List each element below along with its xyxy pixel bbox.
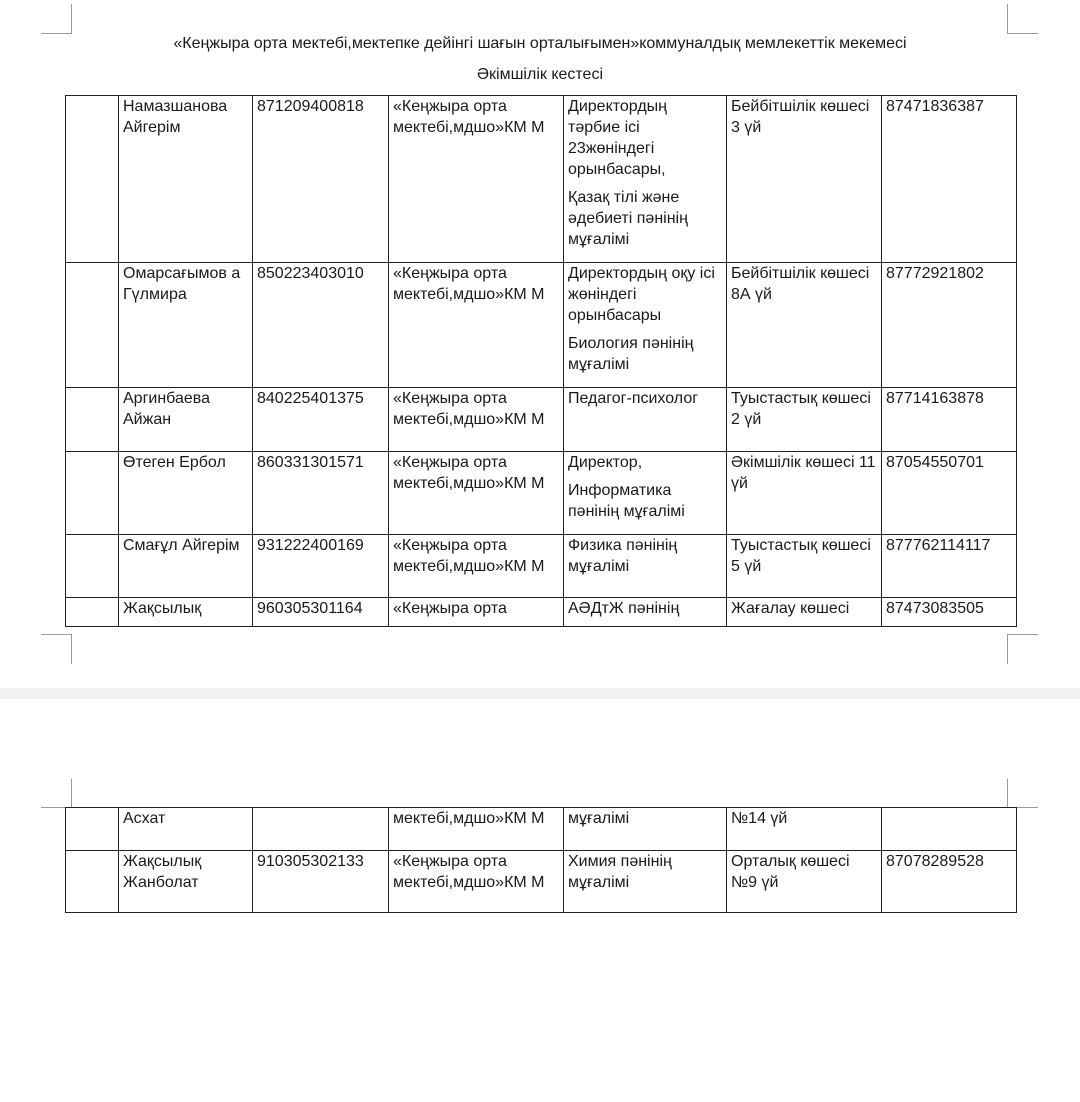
- full-name-cell: Омарсағымов а Гүлмира: [119, 263, 253, 388]
- position-paragraph: АӘДтЖ пәнінің: [568, 600, 680, 617]
- crop-mark-top-right: [1007, 4, 1038, 34]
- full-name-cell: Жақсылық Жанболат: [119, 851, 253, 913]
- phone-cell: 87471836387: [882, 96, 1017, 263]
- document-title: «Кеңжыра орта мектебі,мектепке дейінгі шағын орталығымен»коммуналдық мемлекеттік мекемесі: [173, 35, 907, 52]
- table-row: [66, 535, 1017, 598]
- table-row: [66, 598, 1017, 627]
- phone-cell: 87054550701: [882, 452, 1017, 535]
- phone-cell: 87714163878: [882, 388, 1017, 452]
- full-name-cell: Жақсылық: [119, 598, 253, 627]
- position-cell: [564, 452, 727, 535]
- position-cell: [564, 535, 727, 598]
- table-row: [66, 388, 1017, 452]
- position-cell: [564, 388, 727, 452]
- position-cell: [564, 96, 727, 263]
- table-row: [66, 263, 1017, 388]
- phone-cell: 87473083505: [882, 598, 1017, 627]
- row-number-cell: [66, 535, 119, 598]
- document-page-2: [0, 699, 1080, 1102]
- iin-cell: 871209400818: [253, 96, 389, 263]
- crop-mark-top-right: [1007, 779, 1038, 808]
- row-number-cell: [66, 388, 119, 452]
- phone-cell: 87078289528: [882, 851, 1017, 913]
- organization-cell: «Кеңжыра орта мектебі,мдшо»КМ М: [389, 535, 564, 598]
- organization-cell: «Кеңжыра орта: [389, 598, 564, 627]
- table-row: [66, 808, 1017, 851]
- organization-cell: «Кеңжыра орта мектебі,мдшо»КМ М: [389, 388, 564, 452]
- table-row: [66, 851, 1017, 913]
- address-cell: Жағалау көшесі: [727, 598, 882, 627]
- position-paragraph: Директордың оқу ісі жөніндегі орынбасары: [568, 265, 715, 324]
- document-subtitle: Әкімшілік кестесі: [477, 66, 603, 83]
- address-cell: Әкімшілік көшесі 11 үй: [727, 452, 882, 535]
- crop-mark-bottom-left: [41, 634, 72, 664]
- row-number-cell: [66, 452, 119, 535]
- position-paragraph: Информатика пәнінің мұғалімі: [568, 482, 685, 520]
- row-number-cell: [66, 598, 119, 627]
- full-name-cell: Аргинбаева Айжан: [119, 388, 253, 452]
- iin-cell: 840225401375: [253, 388, 389, 452]
- row-number-cell: [66, 851, 119, 913]
- iin-cell: 850223403010: [253, 263, 389, 388]
- crop-mark-top-left: [41, 779, 72, 808]
- position-cell: [564, 851, 727, 913]
- phone-cell: 877762114117: [882, 535, 1017, 598]
- table-row: [66, 96, 1017, 263]
- phone-cell: 87772921802: [882, 263, 1017, 388]
- iin-cell: [253, 808, 389, 851]
- position-cell: [564, 808, 727, 851]
- iin-cell: 860331301571: [253, 452, 389, 535]
- iin-cell: 910305302133: [253, 851, 389, 913]
- full-name-cell: Асхат: [119, 808, 253, 851]
- full-name-cell: Намазшанова Айгерім: [119, 96, 253, 263]
- crop-mark-top-left: [41, 4, 72, 34]
- row-number-cell: [66, 808, 119, 851]
- organization-cell: мектебі,мдшо»КМ М: [389, 808, 564, 851]
- position-cell: [564, 598, 727, 627]
- address-cell: №14 үй: [727, 808, 882, 851]
- position-cell: [564, 263, 727, 388]
- crop-mark-bottom-right: [1007, 634, 1038, 664]
- organization-cell: «Кеңжыра орта мектебі,мдшо»КМ М: [389, 263, 564, 388]
- position-paragraph: Қазақ тілі және әдебиеті пәнінің мұғалімі: [568, 189, 688, 248]
- organization-cell: «Кеңжыра орта мектебі,мдшо»КМ М: [389, 452, 564, 535]
- address-cell: Орталық көшесі №9 үй: [727, 851, 882, 913]
- page-separator: [0, 688, 1080, 699]
- staff-table-page-2: [65, 807, 1017, 913]
- table-row: [66, 452, 1017, 535]
- address-cell: Бейбітшілік көшесі 8А үй: [727, 263, 882, 388]
- address-cell: Туыстастық көшесі 5 үй: [727, 535, 882, 598]
- full-name-cell: Смағұл Айгерім: [119, 535, 253, 598]
- address-cell: Бейбітшілік көшесі 3 үй: [727, 96, 882, 263]
- address-cell: Туыстастық көшесі 2 үй: [727, 388, 882, 452]
- phone-cell: [882, 808, 1017, 851]
- staff-table-page-1: [65, 95, 1017, 627]
- organization-cell: «Кеңжыра орта мектебі,мдшо»КМ М: [389, 96, 564, 263]
- position-paragraph: Директор,: [568, 454, 643, 471]
- position-paragraph: Педагог-психолог: [568, 390, 699, 407]
- row-number-cell: [66, 263, 119, 388]
- iin-cell: 931222400169: [253, 535, 389, 598]
- position-paragraph: Директордың тәрбие ісі 23жөніндегі орынбасары,: [568, 98, 667, 178]
- position-paragraph: мұғалімі: [568, 810, 630, 827]
- organization-cell: «Кеңжыра орта мектебі,мдшо»КМ М: [389, 851, 564, 913]
- position-paragraph: Химия пәнінің мұғалімі: [568, 853, 672, 891]
- full-name-cell: Өтеген Ербол: [119, 452, 253, 535]
- row-number-cell: [66, 96, 119, 263]
- iin-cell: 960305301164: [253, 598, 389, 627]
- position-paragraph: Физика пәнінің мұғалімі: [568, 537, 678, 575]
- position-paragraph: Биология пәнінің мұғалімі: [568, 335, 694, 373]
